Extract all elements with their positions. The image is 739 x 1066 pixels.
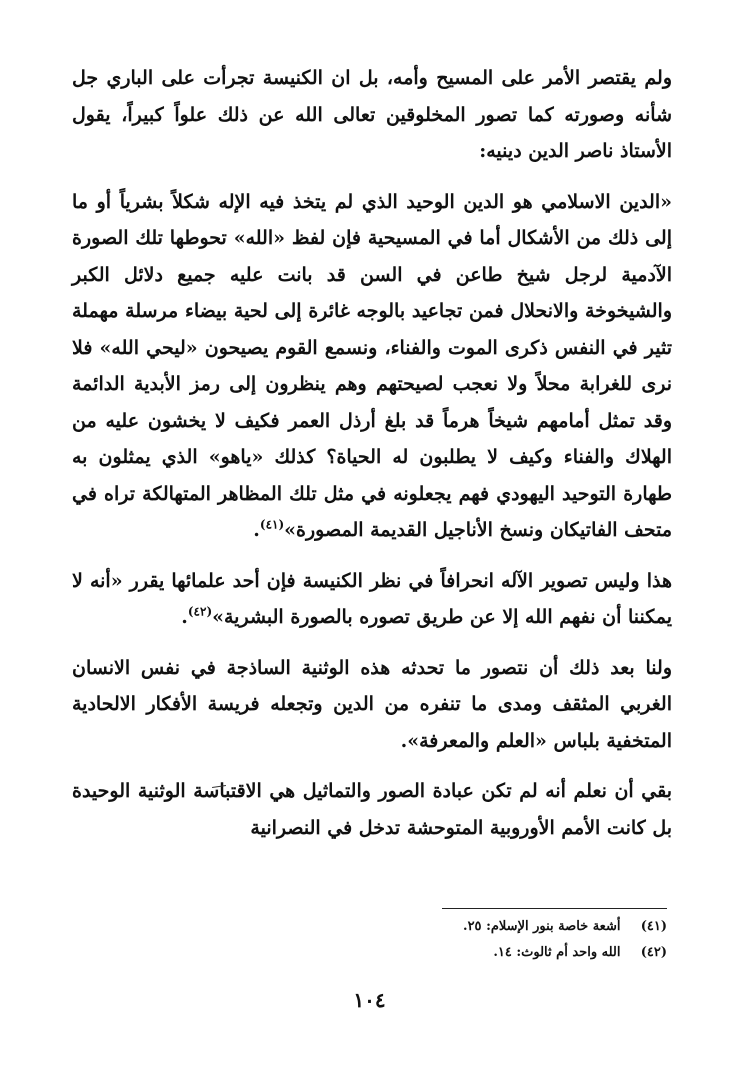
end-dot: . [181,606,188,628]
main-text [72,60,672,846]
footnote-42 [107,940,667,966]
footnote-ref-41: (٤١) [259,517,285,532]
footnotes [107,914,667,966]
footnote-text: الله واحد أم ثالوث: ١٤. [493,945,621,960]
paragraph-3 [72,563,672,636]
end-dot: . [253,519,260,541]
quotation-text: «الدين الاسلامي هو الدين الوحيد الذي لم يتخذ فيه الإله شكلاً بشرياً أو ما إلى ذلك من الأشكال أما في المسيحية فإن لفظ «الله» تحوطها تلك الصورة الآدمية لرجل شيخ طاعن في السن قد بانت عليه جميع دلائل الكبر والشيخوخة والانحلال فمن تجاعيد بالوجه غائرة إلى لحية بيضاء مرسلة مهملة تثير في النفس ذكرى الموت والفناء، ونسمع القوم يصيحون «ليحي الله» فلا نرى للغرابة محلاً ولا نعجب لصيحتهم وهم ينظرون إلى رمز الأبدية الدائمة وقد تمثل أمامهم شيخاً هرماً قد بلغ أرذل العمر فكيف لا يخشون عليه من الهلاك والفناء وكيف لا يطلبون له الحياة؟ كذلك «ياهو» الذي يمثلون به طهارة التوحيد اليهودي فهم يجعلونه في مثل تلك المظاهر المتهالكة تراه في متحف الفاتيكان ونسخ الأناجيل القديمة المصورة» [72,190,672,541]
page-number: ١٠٤ [353,988,386,1012]
footnote-ref-42: (٤٢) [187,604,213,619]
footnote-divider [442,908,667,909]
paragraph-1 [72,60,672,170]
paragraph-1-text: ولم يقتصر الأمر على المسيح وأمه، بل ان الكنيسة تجرأت على الباري جل شأنه وصورته كما تصور المخلوقين تعالى الله عن ذلك علواً كبيراً، يقول الأستاذ ناصر الدين دينيه: [72,67,672,162]
quotation-paragraph [72,184,672,549]
paragraph-3-text: هذا وليس تصوير الآله انحرافاً في نظر الكنيسة فإن أحد علمائها يقرر «أنه لا يمكننا أن نفهم الله إلا عن طريق تصوره بالصورة البشرية» [72,569,672,628]
paragraph-5 [72,773,672,846]
paragraph-4 [72,650,672,760]
paragraph-5-text: بقي أن نعلم أنه لم تكن عبادة الصور والتماثيل هي الاقتباسة الوثنية الوحيدة بل كانت الأمم الأوروبية المتوحشة تدخل في النصرانية [72,780,672,839]
footnote-text: أشعة خاصة بنور الإسلام: ٢٥. [463,919,621,934]
paragraph-4-text: ولنا بعد ذلك أن نتصور ما تحدثه هذه الوثنية الساذجة في نفس الانسان الغربي المثقف ومدى ما تنفره من الدين وتجعله فريسة الأفكار الالحادية المتخفية بلباس «العلم والمعرفة». [72,656,672,752]
footnote-number: (٤٢) [640,945,667,960]
footnote-number: (٤١) [640,919,667,934]
footnote-41 [107,914,667,940]
